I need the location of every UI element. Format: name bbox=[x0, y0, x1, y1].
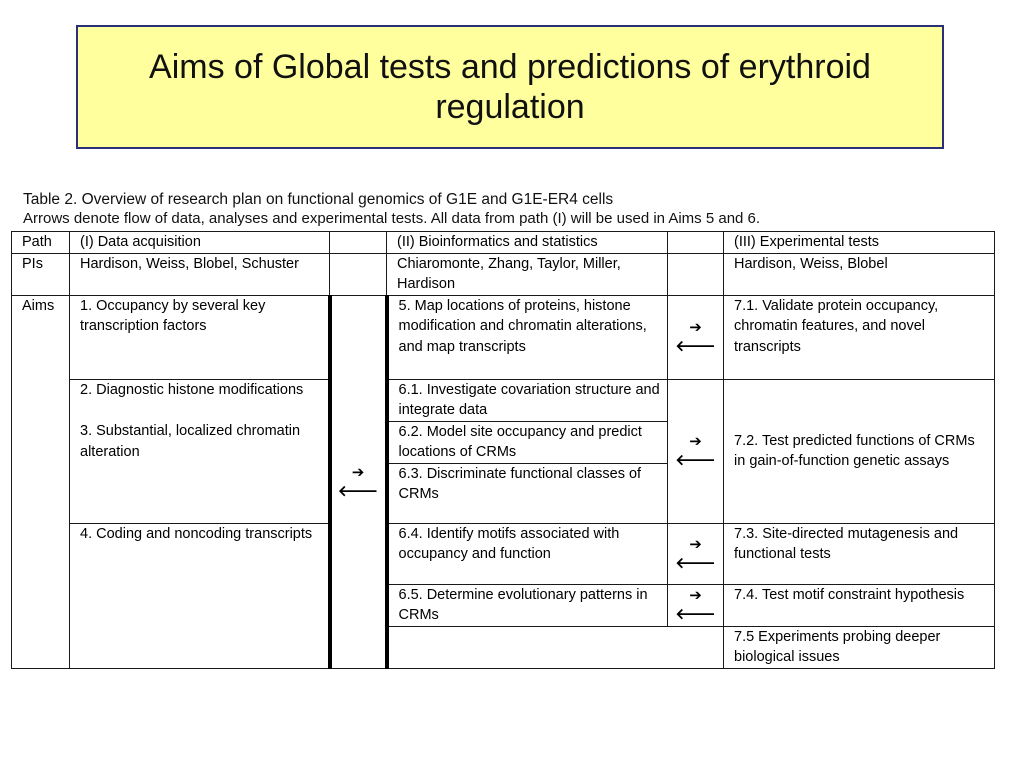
header-experimental-tests: (III) Experimental tests bbox=[724, 232, 995, 254]
empty-cell bbox=[387, 626, 724, 668]
aim-2: 2. Diagnostic histone modifications bbox=[70, 379, 330, 421]
aim-7-2: 7.2. Test predicted functions of CRMs in gain-of-function genetic assays bbox=[724, 379, 995, 523]
research-plan-table bbox=[11, 231, 995, 669]
pis-spacer-2 bbox=[668, 253, 724, 295]
arrow-right-icon: ➔ bbox=[351, 463, 365, 481]
table-row bbox=[12, 379, 995, 421]
aim-7-3: 7.3. Site-directed mutagenesis and functional tests bbox=[724, 523, 995, 584]
aim-6-1: 6.1. Investigate covariation structure and integrate data bbox=[387, 379, 668, 421]
aim-6-2: 6.2. Model site occupancy and predict locations of CRMs bbox=[387, 421, 668, 463]
arrow-right-icon: ➔ bbox=[689, 319, 702, 336]
header-bioinformatics: (II) Bioinformatics and statistics bbox=[387, 232, 668, 254]
arrows-aim6-to-aim7-2 bbox=[668, 379, 724, 523]
aim-1: 1. Occupancy by several key transcription factors bbox=[70, 295, 330, 379]
row-label-path: Path bbox=[12, 232, 70, 254]
aim-4: 4. Coding and noncoding transcripts bbox=[70, 523, 330, 668]
arrows-aim6-5-to-aim7-4 bbox=[668, 584, 724, 626]
row-label-aims: Aims bbox=[12, 295, 70, 668]
table-row bbox=[12, 295, 995, 379]
arrow-left-icon: 🡐 bbox=[675, 452, 716, 469]
arrow-left-icon: 🡐 bbox=[675, 606, 716, 623]
pis-bioinformatics: Chiaromonte, Zhang, Taylor, Miller, Hardison bbox=[387, 253, 668, 295]
arrow-right-icon: ➔ bbox=[689, 433, 702, 450]
arrow-right-icon: ➔ bbox=[689, 535, 702, 553]
header-data-acquisition: (I) Data acquisition bbox=[70, 232, 330, 254]
aim-5: 5. Map locations of proteins, histone modification and chromatin alterations, and map transcripts bbox=[387, 295, 668, 379]
arrow-left-icon: 🡐 bbox=[675, 554, 716, 572]
aim-6-5: 6.5. Determine evolutionary patterns in CRMs bbox=[387, 584, 668, 626]
table-caption-title: Table 2. Overview of research plan on functional genomics of G1E and G1E-ER4 cells bbox=[23, 191, 614, 208]
aim-3: 3. Substantial, localized chromatin alteration bbox=[70, 421, 330, 523]
table-row bbox=[12, 523, 995, 584]
arrows-col1-to-col2 bbox=[330, 295, 387, 668]
pis-experimental-tests: Hardison, Weiss, Blobel bbox=[724, 253, 995, 295]
pis-data-acquisition: Hardison, Weiss, Blobel, Schuster bbox=[70, 253, 330, 295]
arrow-right-icon: ➔ bbox=[689, 587, 702, 604]
table-row bbox=[12, 232, 995, 254]
aim-6-4: 6.4. Identify motifs associated with occupancy and function bbox=[387, 523, 668, 584]
pis-spacer-1 bbox=[330, 253, 387, 295]
aim-6-3: 6.3. Discriminate functional classes of CRMs bbox=[387, 463, 668, 523]
arrow-left-icon: 🡐 bbox=[675, 338, 716, 355]
arrow-left-icon: 🡐 bbox=[337, 482, 379, 500]
table-caption bbox=[23, 190, 1003, 228]
slide-title: Aims of Global tests and predictions of erythroid regulation bbox=[149, 48, 871, 126]
aim-7-5: 7.5 Experiments probing deeper biological issues bbox=[724, 626, 995, 668]
slide-title-box bbox=[76, 25, 944, 149]
aim-7-1: 7.1. Validate protein occupancy, chromatin features, and novel transcripts bbox=[724, 295, 995, 379]
table-row bbox=[12, 253, 995, 295]
row-label-pis: PIs bbox=[12, 253, 70, 295]
arrows-aim5-to-aim7-1 bbox=[668, 295, 724, 379]
header-spacer-1 bbox=[330, 232, 387, 254]
aim-7-4: 7.4. Test motif constraint hypothesis bbox=[724, 584, 995, 626]
arrows-aim6-4-to-aim7-3 bbox=[668, 523, 724, 584]
header-spacer-2 bbox=[668, 232, 724, 254]
table-caption-note: Arrows denote flow of data, analyses and experimental tests. All data from path (I) will be used in Aims 5 and 6. bbox=[23, 210, 761, 227]
